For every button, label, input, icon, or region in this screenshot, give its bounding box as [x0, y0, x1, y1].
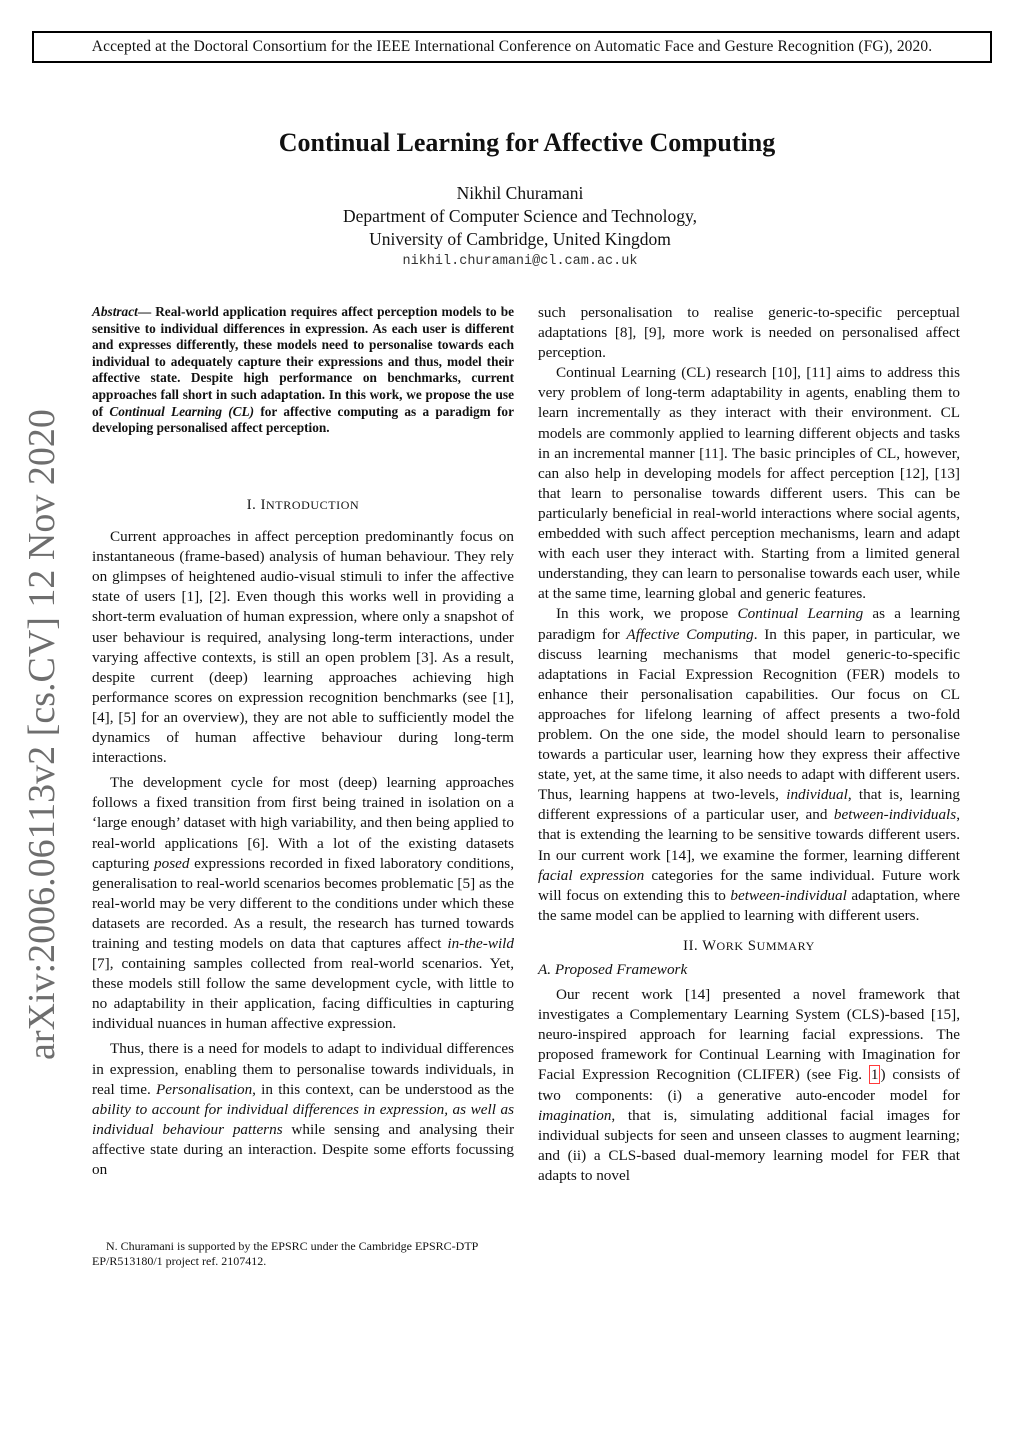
footnote: N. Churamani is supported by the EPSRC under the Cambridge EPSRC-DTP EP/R513180/1 project ref. 2107412.	[92, 1239, 478, 1268]
arxiv-stamp: arXiv:2006.06113v2 [cs.CV] 12 Nov 2020	[21, 409, 63, 1060]
intro-paragraph-2: The development cycle for most (deep) learning approaches follows a fixed transition from first being trained in isolation on a ‘large enough’ dataset with high variability, and then being applied to real-world applications [6]. With a lot of the existing datasets capturing posed expressions recorded in fixed laboratory conditions, generalisation to real-world scenarios becomes problematic [5] as the real-world may be very different to the conditions under which these datasets are recorded. As a result, the research has turned towards training and testing models on data that captures affect in-the-wild [7], containing samples collected from real-world scenarios. Yet, these models still follow the same development cycle, with little to no adaptability in their application, facing difficulties in capturing individual nuances in human affective expression.	[92, 774, 514, 1033]
intro-continued-paragraph: such personalisation to realise generic-to-specific perceptual adaptations [8], [9], more work is needed on personalised affect perception.	[538, 304, 960, 362]
intro-paragraph-1: Current approaches in affect perception predominantly focus on instantaneous (frame-based) analysis of human behaviour. They rely on glimpses of heightened audio-visual stimuli to infer the affective state of users [1], [2]. Even though this works well in providing a short-term evaluation of human expression, where only a snapshot of user behaviour is required, analysing long-term interactions, under varying affective contexts, is still an open problem [3]. As a result, despite current (deep) learning approaches achieving high performance scores on expression recognition benchmarks (see [1], [4], [5] for an overview), they are not able to sufficiently model the dynamics of human affective behaviour during long-term interactions.	[92, 528, 514, 767]
abstract-cl-term: Continual Learning (CL)	[109, 403, 255, 419]
subsection-heading-proposed-framework: A. Proposed Framework	[538, 961, 688, 978]
paper-title: Continual Learning for Affective Computing	[278, 128, 776, 157]
right-column	[538, 303, 960, 1186]
intro-paragraph-5: In this work, we propose Continual Learning as a learning paradigm for Affective Computing. In this paper, in particular, we discuss learning mechanisms that model generic-to-specific adaptations in Facial Expression Recognition (FER) models to enhance their personalisation capabilities. Our focus on CL approaches for lifelong learning of affect presents a two-fold problem. On the one side, the model should learn to personalise towards a particular user, learning how they express their affective state, yet, at the same time, it also needs to adapt with different users. Thus, learning happens at two-levels, individual, that is, learning different expressions of a particular user, and between-individuals, that is extending the learning to be sensitive towards different users. In our current work [14], we examine the former, learning different facial expression categories for the same individual. Future work will focus on extending this to between-individual adaptation, where the same model can be applied to learning with different users.	[538, 605, 961, 924]
abstract-label: Abstract	[92, 304, 138, 319]
abstract	[92, 304, 514, 437]
abstract-text-end: for affective computing as a paradigm for developing personalised affect perception.	[92, 403, 514, 436]
author-university: University of Cambridge, United Kingdom	[369, 229, 671, 249]
section-heading-introduction: I. INTRODUCTION	[246, 497, 360, 513]
left-column	[92, 495, 514, 1180]
abstract-text: — Real-world application requires affect perception models to be sensitive to individual differences in expression. As each user is different and expresses differently, these models need to personalise towards each individual to adequately capture their expressions and thus, model their affective state. Despite high performance on benchmarks, current approaches fall short in such adaptation. In this work, we propose the use of	[92, 304, 514, 419]
conference-banner: Accepted at the Doctoral Consortium for the IEEE International Conference on Automatic Face and Gesture Recognition (FG), 2020.	[32, 31, 992, 63]
figure-link[interactable]: 1	[870, 1066, 879, 1084]
author-email[interactable]: nikhil.churamani@cl.cam.ac.uk	[402, 254, 638, 269]
author-name: Nikhil Churamani	[456, 183, 584, 203]
author-department: Department of Computer Science and Technology,	[342, 206, 698, 226]
work-summary-paragraph-1: Our recent work [14] presented a novel framework that investigates a Complementary Learning System (CLS)-based [15], neuro-inspired approach for learning facial expressions. The proposed framework for Continual Learning with Imagination for Facial Expression Recognition (CLIFER) (see Fig. 1 ) consists of two components: (i) a generative auto-encoder model for imagination, that is, simulating additional facial images for individual subjects for seen and unseen classes to augment learning; and (ii) a CLS-based dual-memory learning model for FER that adapts to novel	[538, 986, 960, 1184]
intro-paragraph-3: Thus, there is a need for models to adapt to individual differences in expression, enabling them to personalise towards individuals, in real time. Personalisation, in this context, can be understood as the ability to account for individual differences in expression, as well as individual behaviour patterns while sensing and analysing their affective state during an interaction. Despite some efforts focussing on	[92, 1040, 514, 1178]
intro-paragraph-4: Continual Learning (CL) research [10], [11] aims to address this very problem of long-term adaptability in agents, enabling them to learn incrementally as they interact with their environment. CL models are commonly applied to learning different objects and tasks in an incremental manner [11]. The basic principles of CL, however, can also help in developing models for affect perception [12], [13] that learn to personalise towards different users. This can be particularly beneficial in real-world interactions where social agents, embedded with such affect perception mechanisms, learn and adapt with each user they interact with. Starting from a limited general understanding, they can learn to personalise towards each user, while at the same time, learning global and generic features.	[538, 364, 960, 603]
section-heading-work-summary: II. WORK SUMMARY	[683, 937, 815, 954]
